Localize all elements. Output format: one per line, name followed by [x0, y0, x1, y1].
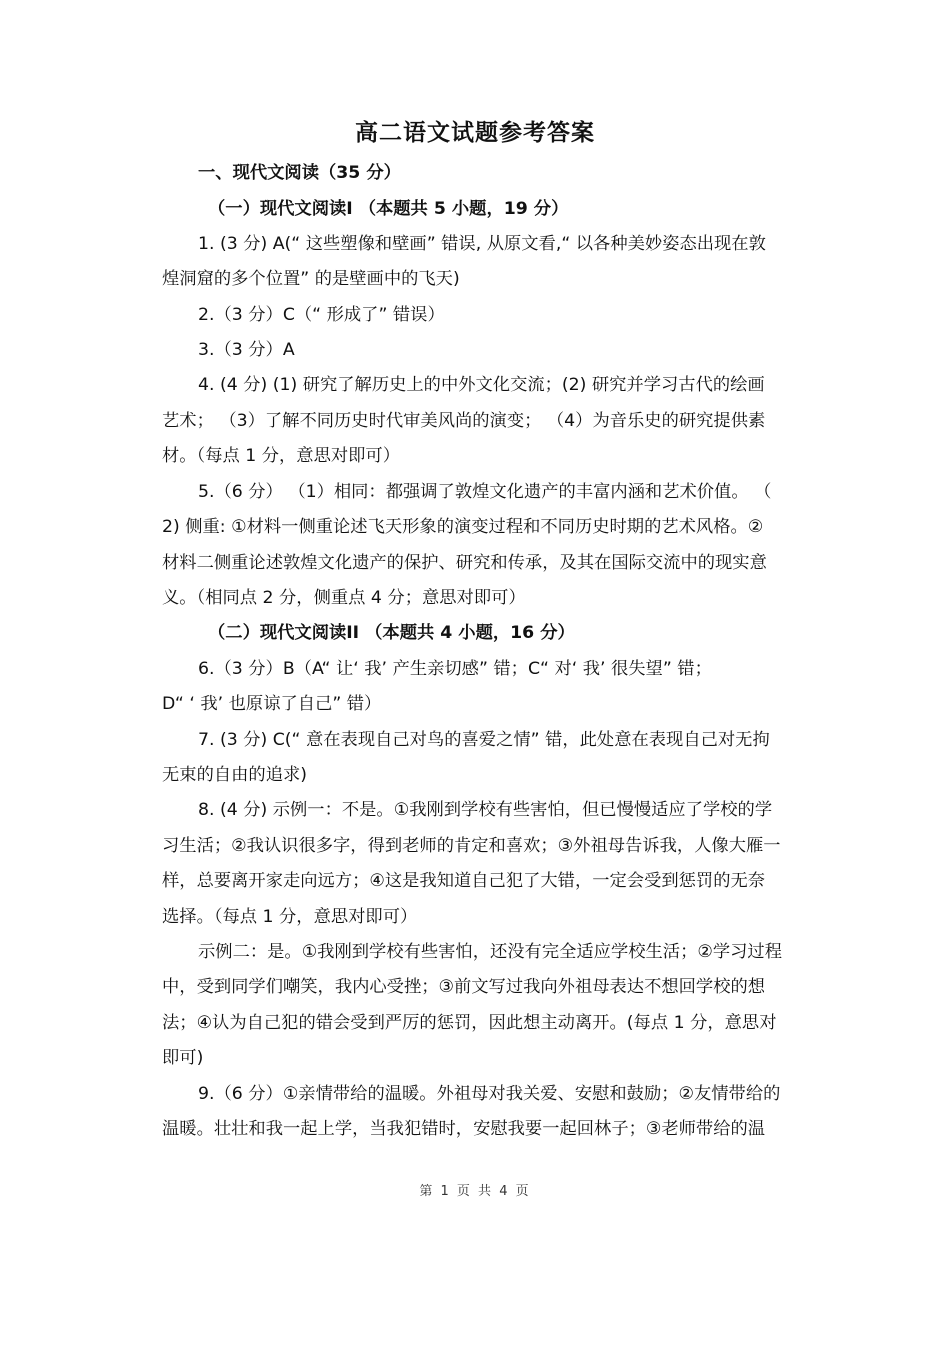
- subsection-heading-reading-1: （一）现代文阅读I （本题共 5 小题，19 分）: [208, 199, 569, 219]
- answer-line: 即可): [162, 1048, 204, 1068]
- answer-line: 法；④认为自己犯的错会受到严厉的惩罚，因此想主动离开。(每点 1 分，意思对: [162, 1013, 777, 1033]
- answer-line: 1. (3 分) A(“ 这些塑像和壁画” 错误, 从原文看,“ 以各种美妙姿态出现在敦: [198, 234, 766, 254]
- answer-line: 煌洞窟的多个位置” 的是壁画中的飞天): [162, 269, 460, 289]
- answer-line: 艺术； （3）了解不同历史时代审美风尚的演变； （4）为音乐史的研究提供素: [162, 411, 766, 431]
- answer-line: 样，总要离开家走向远方；④这是我知道自己犯了大错，一定会受到惩罚的无奈: [162, 871, 766, 891]
- answer-line: 习生活；②我认识很多字，得到老师的肯定和喜欢；③外祖母告诉我，人像大雁一: [162, 836, 781, 856]
- subsection-heading-reading-2: （二）现代文阅读II （本题共 4 小题，16 分）: [208, 623, 575, 643]
- answer-line: 义。（相同点 2 分，侧重点 4 分；意思对即可）: [162, 588, 526, 608]
- answer-line: D“ ‘ 我’ 也原谅了自己” 错）: [162, 694, 382, 714]
- answer-line: 5.（6 分） （1）相同：都强调了敦煌文化遗产的丰富内涵和艺术价值。 （: [198, 482, 772, 502]
- page-number-footer: 第 1 页 共 4 页: [419, 1184, 531, 1199]
- answer-line: 9.（6 分）①亲情带给的温暖。外祖母对我关爱、安慰和鼓励；②友情带给的: [198, 1084, 781, 1104]
- answer-line: 8. (4 分) 示例一：不是。①我刚到学校有些害怕，但已慢慢适应了学校的学: [198, 800, 773, 820]
- answer-line: 3.（3 分）A: [198, 340, 295, 360]
- answer-line: 2) 侧重: ①材料一侧重论述飞天形象的演变过程和不同历史时期的艺术风格。②: [162, 517, 764, 537]
- page-title: 高二语文试题参考答案: [355, 120, 595, 146]
- answer-line: 2.（3 分）C（“ 形成了” 错误）: [198, 305, 445, 325]
- answer-line: 选择。（每点 1 分，意思对即可）: [162, 907, 418, 927]
- answer-line: 无束的自由的追求): [162, 765, 307, 785]
- answer-line: 7. (3 分) C(“ 意在表现自己对鸟的喜爱之情” 错，此处意在表现自己对无拘: [198, 730, 770, 750]
- answer-line: 温暖。壮壮和我一起上学，当我犯错时，安慰我要一起回林子；③老师带给的温: [162, 1119, 766, 1139]
- answer-line: 4. (4 分) (1) 研究了解历史上的中外文化交流；(2) 研究并学习古代的绘画: [198, 375, 765, 395]
- answer-line: 材。（每点 1 分，意思对即可）: [162, 446, 400, 466]
- section-heading-modern-reading: 一、现代文阅读（35 分）: [198, 163, 401, 183]
- answer-line: 6.（3 分）B（A“ 让‘ 我’ 产生亲切感” 错；C“ 对‘ 我’ 很失望” 错；: [198, 659, 712, 679]
- answer-line: 示例二：是。①我刚到学校有些害怕，还没有完全适应学校生活；②学习过程: [198, 942, 782, 962]
- answer-line: 中，受到同学们嘲笑，我内心受挫；③前文写过我向外祖母表达不想回学校的想: [162, 977, 766, 997]
- answer-line: 材料二侧重论述敦煌文化遗产的保护、研究和传承，及其在国际交流中的现实意: [162, 553, 767, 573]
